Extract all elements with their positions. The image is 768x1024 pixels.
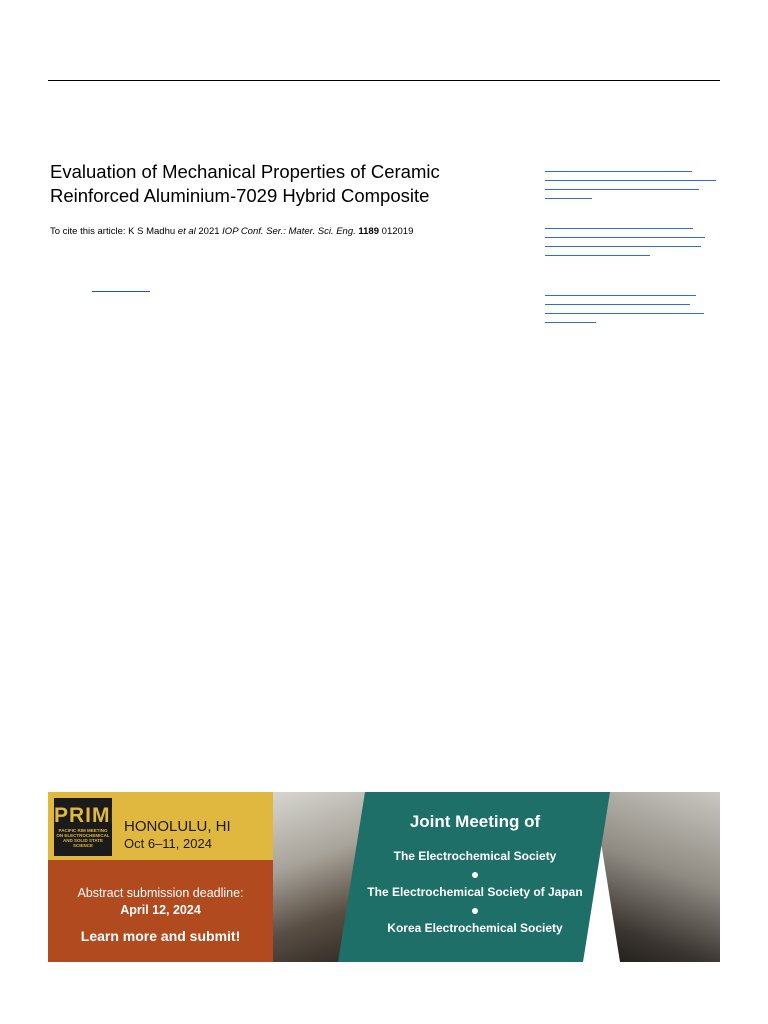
prime-logo [54,798,126,856]
cite-article: 012019 [379,226,414,237]
prime-logo-subtext-1: PACIFIC RIM MEETING [58,828,108,833]
bullet-dot [472,872,478,878]
cite-year: 2021 [195,226,223,237]
society-3: Korea Electrochemical Society [387,921,563,935]
prime-logo-text: PRIME [54,804,126,827]
deadline-date: April 12, 2024 [120,903,201,917]
article-title [50,160,520,208]
event-dates: Oct 6–11, 2024 [124,836,212,851]
cite-volume: 1189 [358,226,380,237]
related-link-2[interactable] [545,228,705,264]
related-link-1[interactable] [545,171,716,207]
cite-prefix: To cite this article: K S Madhu [50,226,178,237]
cite-etal: et al [177,226,196,237]
deadline-label: Abstract submission deadline: [77,886,244,900]
cite-journal: IOP Conf. Ser.: Mater. Sci. Eng. [222,226,356,237]
related-link-3[interactable] [545,295,704,331]
learn-more-link[interactable]: Learn more and submit! [80,928,241,944]
event-city: HONOLULU, HI [124,818,231,835]
society-1: The Electrochemical Society [393,849,557,863]
joint-meeting-heading: Joint Meeting of [409,812,541,831]
citation [50,226,413,237]
view-article-link[interactable] [92,289,150,292]
prime-banner-ad[interactable] [48,792,720,962]
bullet-dot [472,908,478,914]
society-2: The Electrochemical Society of Japan [367,885,583,899]
title-line-1: Evaluation of Mechanical Properties of Ceramic [50,161,440,182]
header-rule [48,80,720,81]
poster-session-photo [593,792,720,962]
title-line-2: Reinforced Aluminium-7029 Hybrid Composite [50,185,430,206]
prime-logo-subtext-2: ON ELECTROCHEMICAL AND SOLID STATE SCIENCE [56,833,110,848]
